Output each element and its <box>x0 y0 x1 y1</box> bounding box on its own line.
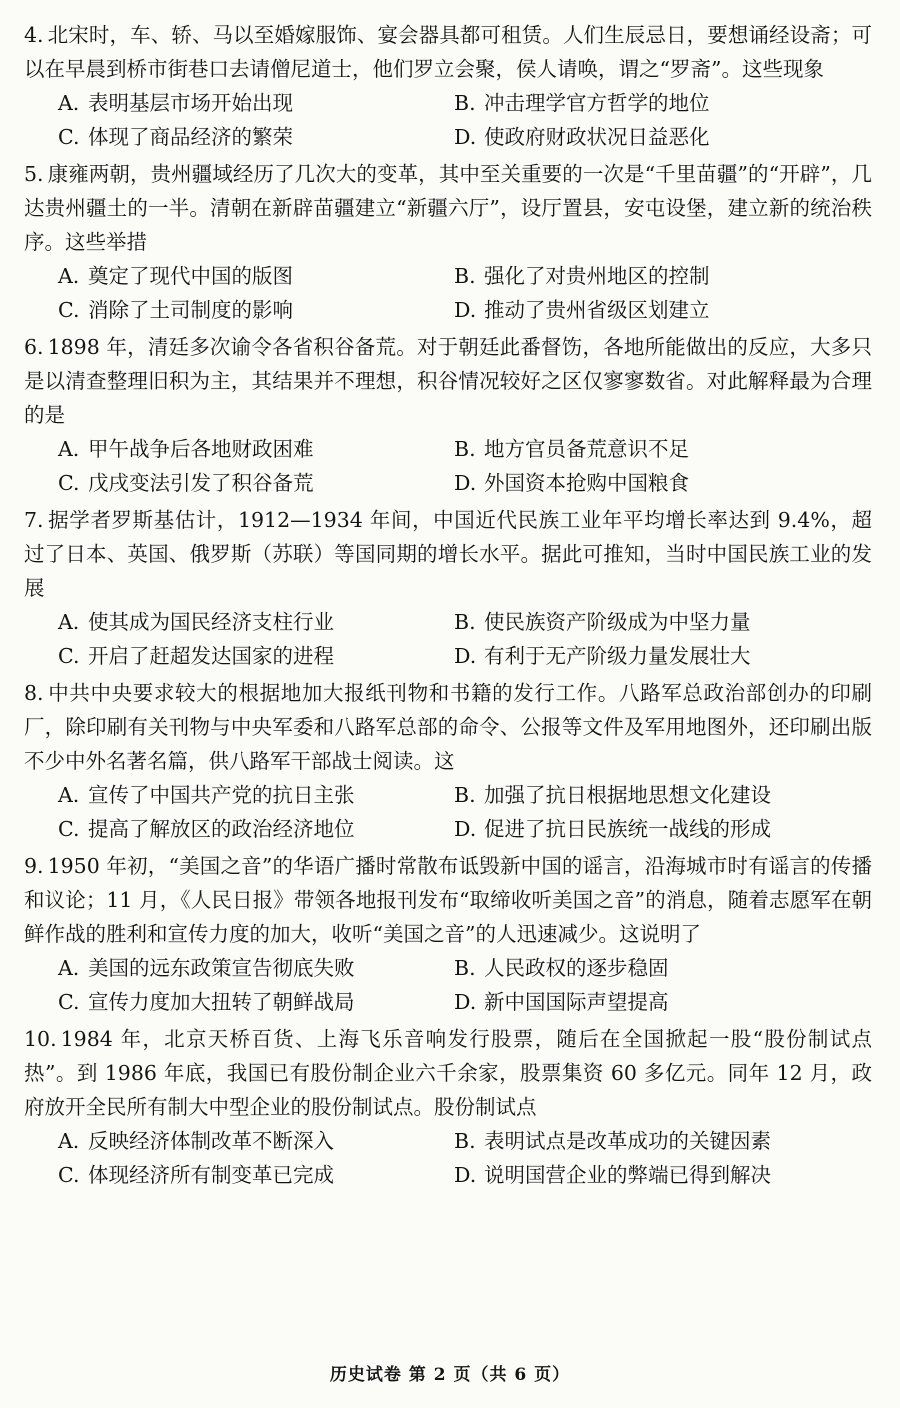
option-text: 人民政权的逐步稳固 <box>484 956 669 980</box>
option-c[interactable] <box>58 293 454 327</box>
question-stem <box>24 676 872 778</box>
option-a[interactable] <box>58 86 454 120</box>
option-b[interactable] <box>454 259 872 293</box>
question-stem <box>24 503 872 605</box>
option-letter: A. <box>58 610 80 634</box>
option-text: 消除了土司制度的影响 <box>88 298 293 322</box>
option-letter: C. <box>58 125 80 149</box>
option-text: 外国资本抢购中国粮食 <box>484 471 689 495</box>
option-letter: C. <box>58 990 80 1014</box>
question-stem <box>24 1022 872 1124</box>
question-6 <box>24 330 872 500</box>
option-letter: D. <box>454 298 477 322</box>
option-letter: B. <box>454 91 476 115</box>
question-number: 8. <box>24 681 44 705</box>
option-text: 提高了解放区的政治经济地位 <box>88 817 355 841</box>
question-stem <box>24 157 872 259</box>
option-d[interactable] <box>454 812 872 846</box>
option-letter: D. <box>454 817 477 841</box>
option-b[interactable] <box>454 1124 872 1158</box>
option-a[interactable] <box>58 605 454 639</box>
question-text: 1984 年，北京天桥百货、上海飞乐音响发行股票，随后在全国掀起一股“股份制试点热”。到 1986 年底，我国已有股份制企业六千余家，股票集资 60 多亿元。同年 12 月，政府放开全民所有制大中型企业的股份制试点。股份制试点 <box>24 1027 872 1119</box>
option-d[interactable] <box>454 639 872 673</box>
option-grid <box>24 86 872 154</box>
option-letter: D. <box>454 471 477 495</box>
option-text: 反映经济体制改革不断深入 <box>88 1129 334 1153</box>
option-text: 开启了赶超发达国家的进程 <box>88 644 334 668</box>
option-letter: C. <box>58 1163 80 1187</box>
option-grid <box>24 1124 872 1192</box>
question-9 <box>24 849 872 1019</box>
question-7 <box>24 503 872 673</box>
option-letter: D. <box>454 990 477 1014</box>
option-b[interactable] <box>454 605 872 639</box>
option-letter: B. <box>454 956 476 980</box>
question-number: 7. <box>24 508 44 532</box>
option-grid <box>24 605 872 673</box>
option-text: 有利于无产阶级力量发展壮大 <box>484 644 751 668</box>
question-text: 中共中央要求较大的根据地加大报纸刊物和书籍的发行工作。八路军总政治部创办的印刷厂，除印刷有关刊物与中央军委和八路军总部的命令、公报等文件及军用地图外，还印刷出版不少中外名著名篇，供八路军干部战士阅读。这 <box>24 681 872 773</box>
option-text: 新中国国际声望提高 <box>484 990 669 1014</box>
question-text: 据学者罗斯基估计，1912—1934 年间，中国近代民族工业年平均增长率达到 9.4%，超过了日本、英国、俄罗斯（苏联）等国同期的增长水平。据此可推知，当时中国民族工业的发展 <box>24 508 872 600</box>
option-letter: B. <box>454 1129 476 1153</box>
option-a[interactable] <box>58 432 454 466</box>
option-d[interactable] <box>454 120 872 154</box>
option-letter: A. <box>58 956 80 980</box>
option-letter: B. <box>454 437 476 461</box>
option-letter: D. <box>454 1163 477 1187</box>
option-c[interactable] <box>58 812 454 846</box>
option-grid <box>24 778 872 846</box>
question-number: 9. <box>24 854 44 878</box>
option-a[interactable] <box>58 778 454 812</box>
option-letter: C. <box>58 298 80 322</box>
question-number: 4. <box>24 23 44 47</box>
question-text: 康雍两朝，贵州疆域经历了几次大的变革，其中至关重要的一次是“千里苗疆”的“开辟”，几达贵州疆土的一半。清朝在新辟苗疆建立“新疆六厅”，设厅置县，安屯设堡，建立新的统治秩序。这些举措 <box>24 162 872 254</box>
option-b[interactable] <box>454 951 872 985</box>
option-text: 戊戌变法引发了积谷备荒 <box>88 471 314 495</box>
option-c[interactable] <box>58 985 454 1019</box>
question-text: 1898 年，清廷多次谕令各省积谷备荒。对于朝廷此番督饬，各地所能做出的反应，大多只是以清查整理旧积为主，其结果并不理想，积谷情况较好之区仅寥寥数省。对此解释最为合理的是 <box>24 335 872 427</box>
question-4 <box>24 18 872 154</box>
option-letter: A. <box>58 264 80 288</box>
option-text: 使其成为国民经济支柱行业 <box>88 610 334 634</box>
option-letter: D. <box>454 644 477 668</box>
option-letter: B. <box>454 783 476 807</box>
option-d[interactable] <box>454 985 872 1019</box>
option-text: 表明试点是改革成功的关键因素 <box>484 1129 771 1153</box>
option-d[interactable] <box>454 1158 872 1192</box>
question-number: 5. <box>24 162 44 186</box>
option-text: 冲击理学官方哲学的地位 <box>484 91 710 115</box>
option-grid <box>24 432 872 500</box>
option-grid <box>24 951 872 1019</box>
option-letter: D. <box>454 125 477 149</box>
option-c[interactable] <box>58 639 454 673</box>
option-text: 推动了贵州省级区划建立 <box>484 298 710 322</box>
option-letter: A. <box>58 437 80 461</box>
option-letter: B. <box>454 610 476 634</box>
question-number: 10. <box>24 1027 57 1051</box>
option-letter: A. <box>58 1129 80 1153</box>
question-list <box>24 18 872 1192</box>
question-stem <box>24 849 872 951</box>
option-a[interactable] <box>58 951 454 985</box>
option-c[interactable] <box>58 1158 454 1192</box>
option-a[interactable] <box>58 259 454 293</box>
option-d[interactable] <box>454 466 872 500</box>
question-5 <box>24 157 872 327</box>
option-text: 美国的远东政策宣告彻底失败 <box>88 956 355 980</box>
option-text: 加强了抗日根据地思想文化建设 <box>484 783 771 807</box>
question-text: 1950 年初，“美国之音”的华语广播时常散布诋毁新中国的谣言，沿海城市时有谣言的传播和议论；11 月，《人民日报》带领各地报刊发布“取缔收听美国之音”的消息，随着志愿军在朝鲜作战的胜利和宣传力度的加大，收听“美国之音”的人迅速减少。这说明了 <box>24 854 872 946</box>
option-b[interactable] <box>454 432 872 466</box>
option-text: 表明基层市场开始出现 <box>88 91 293 115</box>
question-10 <box>24 1022 872 1192</box>
page-footer: 历史试卷 第 2 页（共 6 页） <box>329 1365 571 1385</box>
option-text: 奠定了现代中国的版图 <box>88 264 293 288</box>
option-c[interactable] <box>58 466 454 500</box>
option-text: 体现了商品经济的繁荣 <box>88 125 293 149</box>
question-stem <box>24 18 872 86</box>
option-c[interactable] <box>58 120 454 154</box>
option-letter: C. <box>58 644 80 668</box>
option-text: 强化了对贵州地区的控制 <box>484 264 710 288</box>
option-text: 宣传了中国共产党的抗日主张 <box>88 783 355 807</box>
option-text: 宣传力度加大扭转了朝鲜战局 <box>88 990 355 1014</box>
option-b[interactable] <box>454 86 872 120</box>
question-8 <box>24 676 872 846</box>
option-text: 说明国营企业的弊端已得到解决 <box>484 1163 771 1187</box>
option-b[interactable] <box>454 778 872 812</box>
question-stem <box>24 330 872 432</box>
option-text: 使政府财政状况日益恶化 <box>484 125 710 149</box>
question-text: 北宋时，车、轿、马以至婚嫁服饰、宴会器具都可租赁。人们生辰忌日，要想诵经设斋；可以在早晨到桥市街巷口去请僧尼道士，他们罗立会聚，侯人请唤，谓之“罗斋”。这些现象 <box>24 23 872 81</box>
option-text: 体现经济所有制变革已完成 <box>88 1163 334 1187</box>
option-letter: A. <box>58 783 80 807</box>
option-a[interactable] <box>58 1124 454 1158</box>
option-text: 地方官员备荒意识不足 <box>484 437 689 461</box>
option-text: 促进了抗日民族统一战线的形成 <box>484 817 771 841</box>
option-grid <box>24 259 872 327</box>
option-text: 使民族资产阶级成为中坚力量 <box>484 610 751 634</box>
question-number: 6. <box>24 335 44 359</box>
option-letter: A. <box>58 91 80 115</box>
option-text: 甲午战争后各地财政困难 <box>88 437 314 461</box>
option-letter: C. <box>58 471 80 495</box>
option-letter: C. <box>58 817 80 841</box>
option-d[interactable] <box>454 293 872 327</box>
option-letter: B. <box>454 264 476 288</box>
